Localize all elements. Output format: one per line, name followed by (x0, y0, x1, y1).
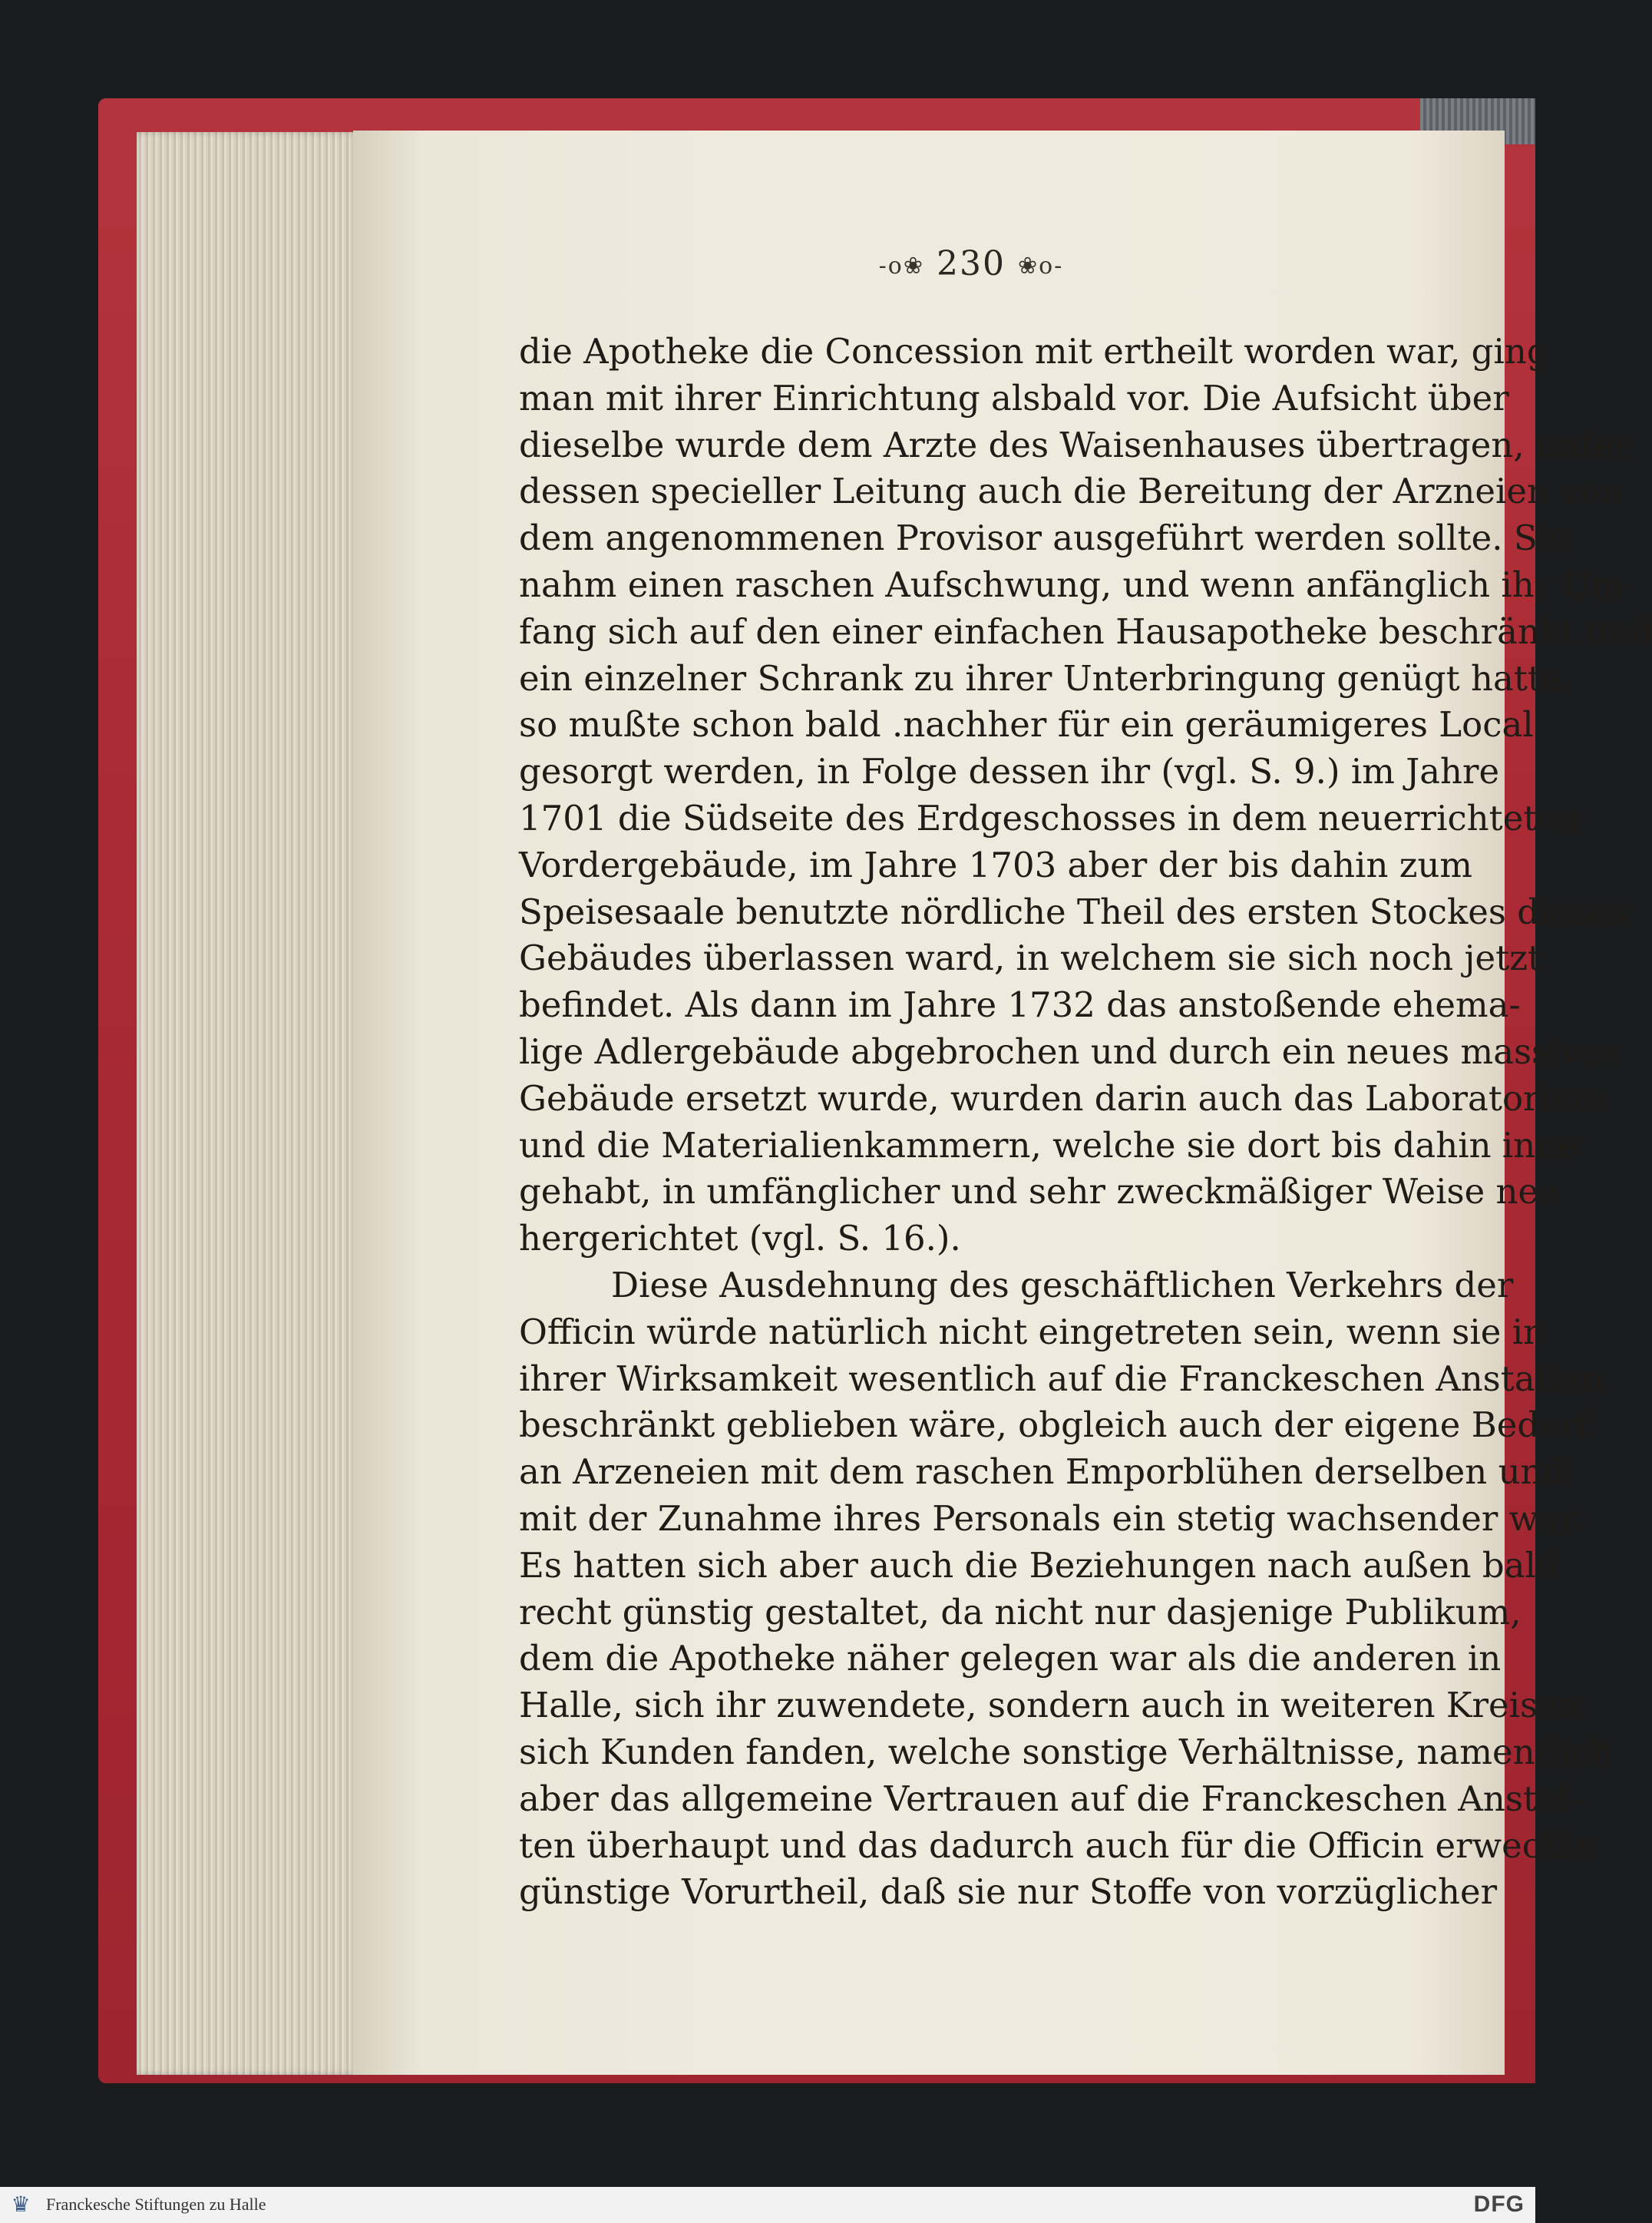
text-line: aber das allgemeine Vertrauen auf die Franckeschen Anstal- (519, 1778, 1581, 1819)
dfg-logo: DFG (1473, 2192, 1525, 2217)
text-line: und die Materialienkammern, welche sie dort bis dahin inne (519, 1124, 1578, 1166)
text-line: man mit ihrer Einrichtung alsbald vor. Die Aufsicht über (519, 377, 1509, 418)
text-line: Gebäudes überlassen ward, in welchem sie sich noch jetzt (519, 938, 1541, 979)
text-line: beschränkt geblieben wäre, obgleich auch der eigene Bedarf (519, 1404, 1590, 1446)
text-line: Gebäude ersetzt wurde, wurden darin auch das Laboratorium (519, 1077, 1606, 1119)
text-line: sich Kunden fanden, welche sonstige Verhältnisse, namentlich (519, 1731, 1613, 1772)
footer-bar (0, 2187, 1535, 2223)
text-line: befindet. Als dann im Jahre 1732 das anstoßende ehema- (519, 984, 1521, 1026)
text-line: recht günstig gestaltet, da nicht nur dasjenige Publikum, (519, 1591, 1521, 1633)
text-line: die Apotheke die Concession mit ertheilt worden war, ging (519, 331, 1549, 372)
text-line: ein einzelner Schrank zu ihrer Unterbringung genügt hatte, (519, 657, 1573, 699)
text-line: ten überhaupt und das dadurch auch für die Officin erweckte (519, 1824, 1597, 1866)
text-line: Vordergebäude, im Jahre 1703 aber der bis dahin zum (519, 844, 1473, 885)
text-line: so mußte schon bald .nachher für ein geräumigeres Local (519, 704, 1534, 746)
text-line: 1701 die Südseite des Erdgeschosses in dem neuerrichteten (519, 797, 1581, 839)
text-line: nahm einen raschen Aufschwung, und wenn anfänglich ihr Um- (519, 564, 1636, 605)
footer-institution: Franckesche Stiftungen zu Halle (46, 2195, 266, 2214)
text-line: günstige Vorurtheil, daß sie nur Stoffe von vorzüglicher (519, 1871, 1498, 1913)
text-line: gesorgt werden, in Folge dessen ihr (vgl. S. 9.) im Jahre (519, 751, 1500, 792)
text-line: Diese Ausdehnung des geschäftlichen Verkehrs der (611, 1264, 1514, 1305)
text-line: hergerichtet (vgl. S. 16.). (519, 1218, 961, 1259)
text-line: lige Adlergebäude abgebrochen und durch ein neues massives (519, 1030, 1618, 1072)
ornament-right-icon: ❀o- (1017, 253, 1064, 280)
text-line: dem angenommenen Provisor ausgeführt werden sollte. Sie (519, 518, 1569, 559)
text-line: mit der Zunahme ihres Personals ein stetig wachsender war. (519, 1497, 1583, 1539)
text-line: Es hatten sich aber auch die Beziehungen nach außen bald (519, 1544, 1558, 1586)
text-line: dessen specieller Leitung auch die Bereitung der Arzneien von (519, 471, 1623, 512)
text-line: Officin würde natürlich nicht eingetreten sein, wenn sie in (519, 1311, 1546, 1352)
body-text (519, 329, 1652, 1916)
text-line: fang sich auf den einer einfachen Hausapotheke beschränkt und (519, 610, 1652, 652)
text-line: an Arzeneien mit dem raschen Emporblühen derselben und (519, 1451, 1565, 1493)
text-line: dieselbe wurde dem Arzte des Waisenhauses übertragen, unter (519, 424, 1631, 465)
text-line: dem die Apotheke näher gelegen war als die anderen in (519, 1638, 1502, 1679)
text-line: Halle, sich ihr zuwendete, sondern auch in weiteren Kreisen (519, 1685, 1581, 1726)
text-line: gehabt, in umfänglicher und sehr zweckmäßiger Weise neu (519, 1171, 1561, 1212)
text-line: ihrer Wirksamkeit wesentlich auf die Franckeschen Anstalten (519, 1358, 1603, 1399)
text-line: Speisesaale benutzte nördliche Theil des ersten Stockes dieses (519, 891, 1627, 932)
ornament-left-icon: -o❀ (878, 253, 924, 280)
page-edges (137, 132, 359, 2075)
page-number-value: 230 (937, 244, 1006, 283)
institution-logo-icon: ♛ (11, 2192, 31, 2217)
page-number (844, 244, 1098, 283)
